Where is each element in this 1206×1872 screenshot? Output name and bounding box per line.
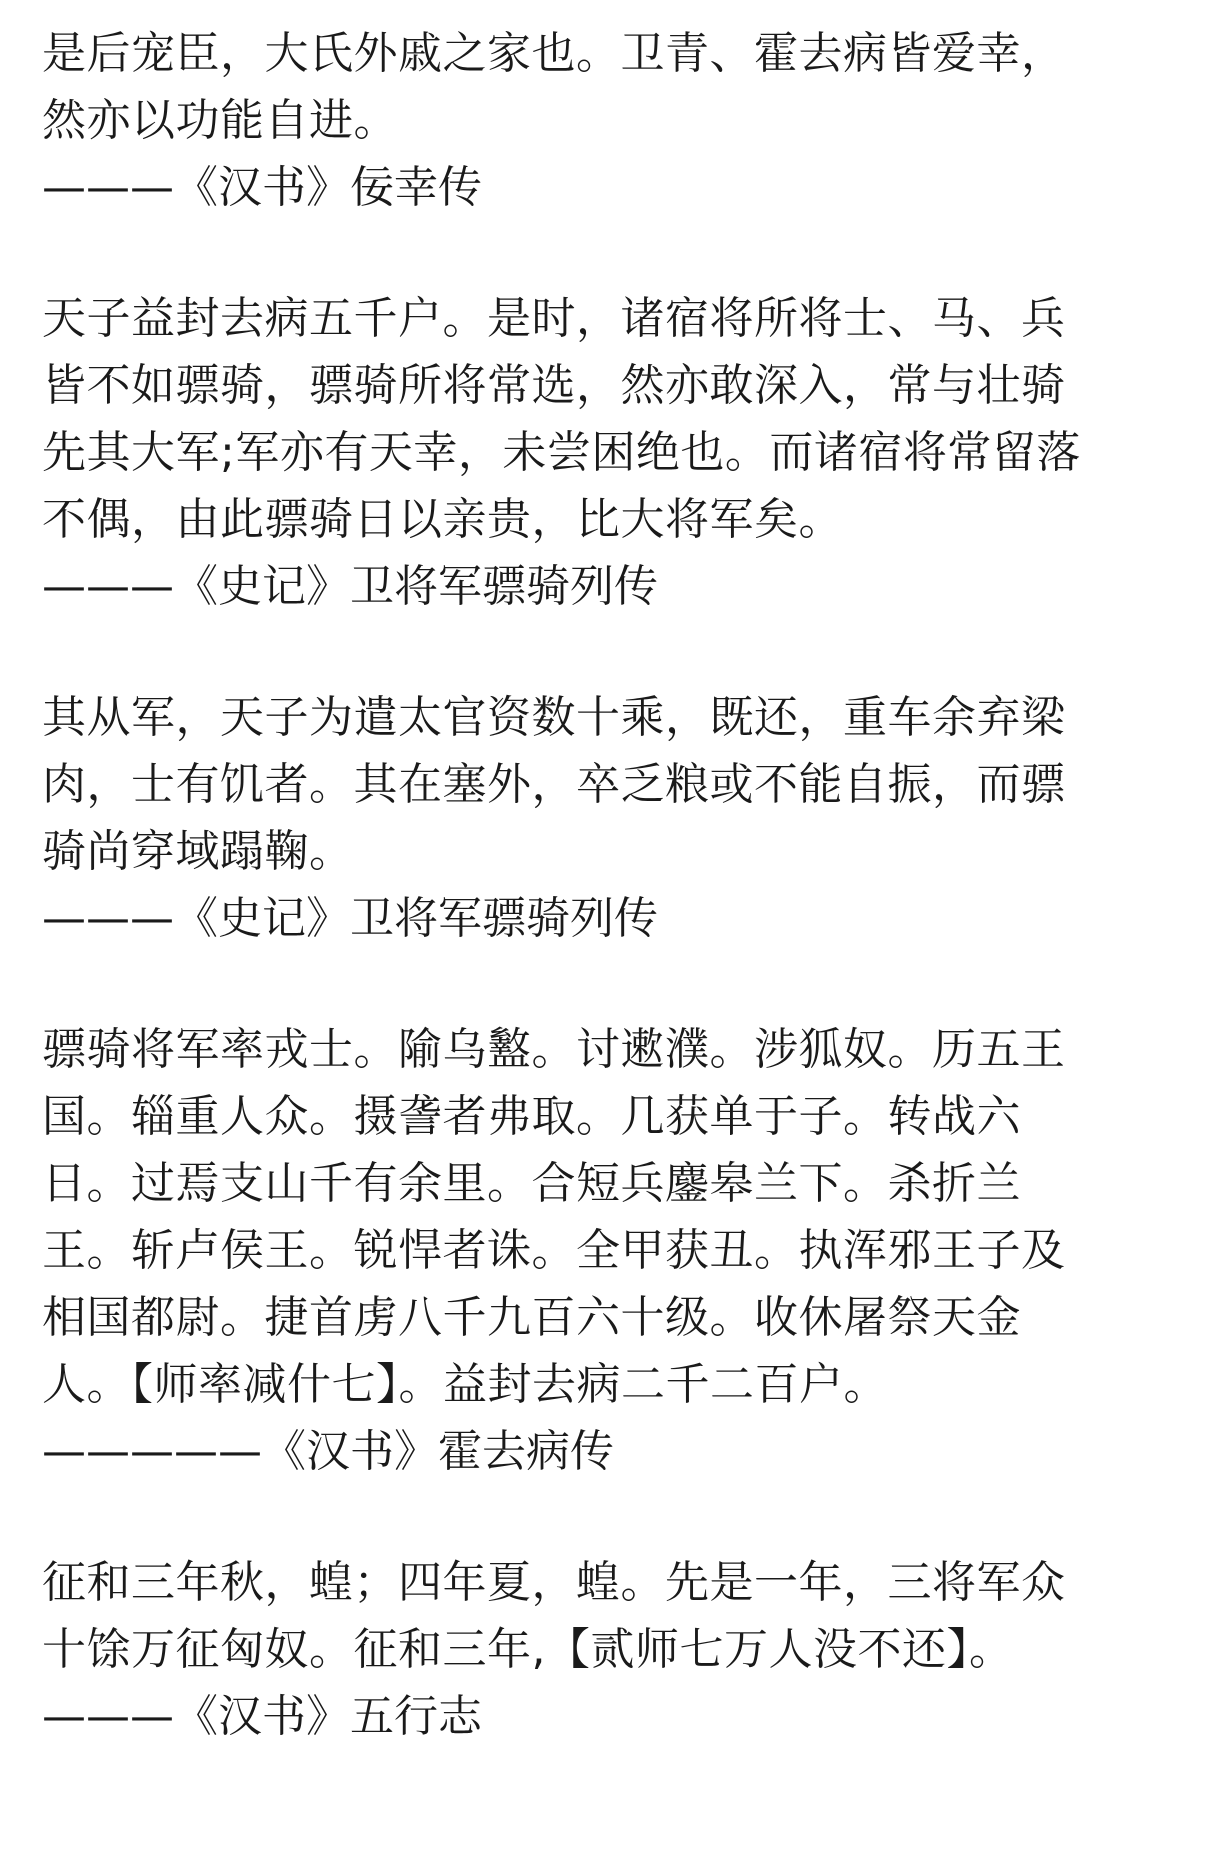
quote-source: —————《汉书》霍去病传: [42, 1426, 614, 1477]
quote-entry: [42, 1549, 1166, 1750]
quote-entry: [42, 20, 1166, 221]
quote-line: 王。斩卢侯王。锐悍者诛。全甲获丑。执浑邪王子及: [42, 1225, 1066, 1276]
quote-source: ———《汉书》五行志: [42, 1691, 482, 1742]
quote-source: ———《史记》卫将军骠骑列传: [42, 561, 658, 612]
quote-line: 其从军，天子为遣太官资数十乘，既还，重车余弃梁: [42, 692, 1066, 743]
quote-line: 不偶，由此骠骑日以亲贵，比大将军矣。: [42, 494, 843, 545]
quote-line: 人。【师率减什七】。益封去病二千二百户。: [42, 1359, 888, 1410]
quote-entry: [42, 684, 1166, 952]
quote-line: 征和三年秋，蝗；四年夏，蝗。先是一年，三将军众: [42, 1557, 1066, 1608]
quote-line: 骠骑将军率戎士。隃乌盭。讨遬濮。涉狐奴。历五王: [42, 1024, 1066, 1075]
quote-line: 十馀万征匈奴。征和三年,【贰师七万人没不还】。: [42, 1624, 1014, 1675]
quote-line: 然亦以功能自进。: [42, 95, 398, 146]
quote-line: 相国都尉。捷首虏八千九百六十级。收休屠祭天金: [42, 1292, 1021, 1343]
quote-entry: [42, 285, 1166, 620]
quote-line: 肉，士有饥者。其在塞外，卒乏粮或不能自振，而骠: [42, 759, 1066, 810]
quote-line: 骑尚穿域蹋鞠。: [42, 826, 354, 877]
quote-line: 国。辎重人众。摄詟者弗取。几获单于子。转战六: [42, 1091, 1021, 1142]
quote-line: 日。过焉支山千有余里。合短兵鏖皋兰下。杀折兰: [42, 1158, 1021, 1209]
quote-source: ———《汉书》佞幸传: [42, 162, 482, 213]
quote-entry: [42, 1016, 1166, 1485]
quote-line: 天子益封去病五千户。是时，诸宿将所将士、马、兵: [42, 293, 1066, 344]
quote-line: 是后宠臣，大氏外戚之家也。卫青、霍去病皆爱幸，: [42, 28, 1066, 79]
quote-line: 先其大军;军亦有天幸，未尝困绝也。而诸宿将常留落: [42, 427, 1081, 478]
quote-source: ———《史记》卫将军骠骑列传: [42, 893, 658, 944]
quote-line: 皆不如骠骑，骠骑所将常选，然亦敢深入，常与壮骑: [42, 360, 1066, 411]
